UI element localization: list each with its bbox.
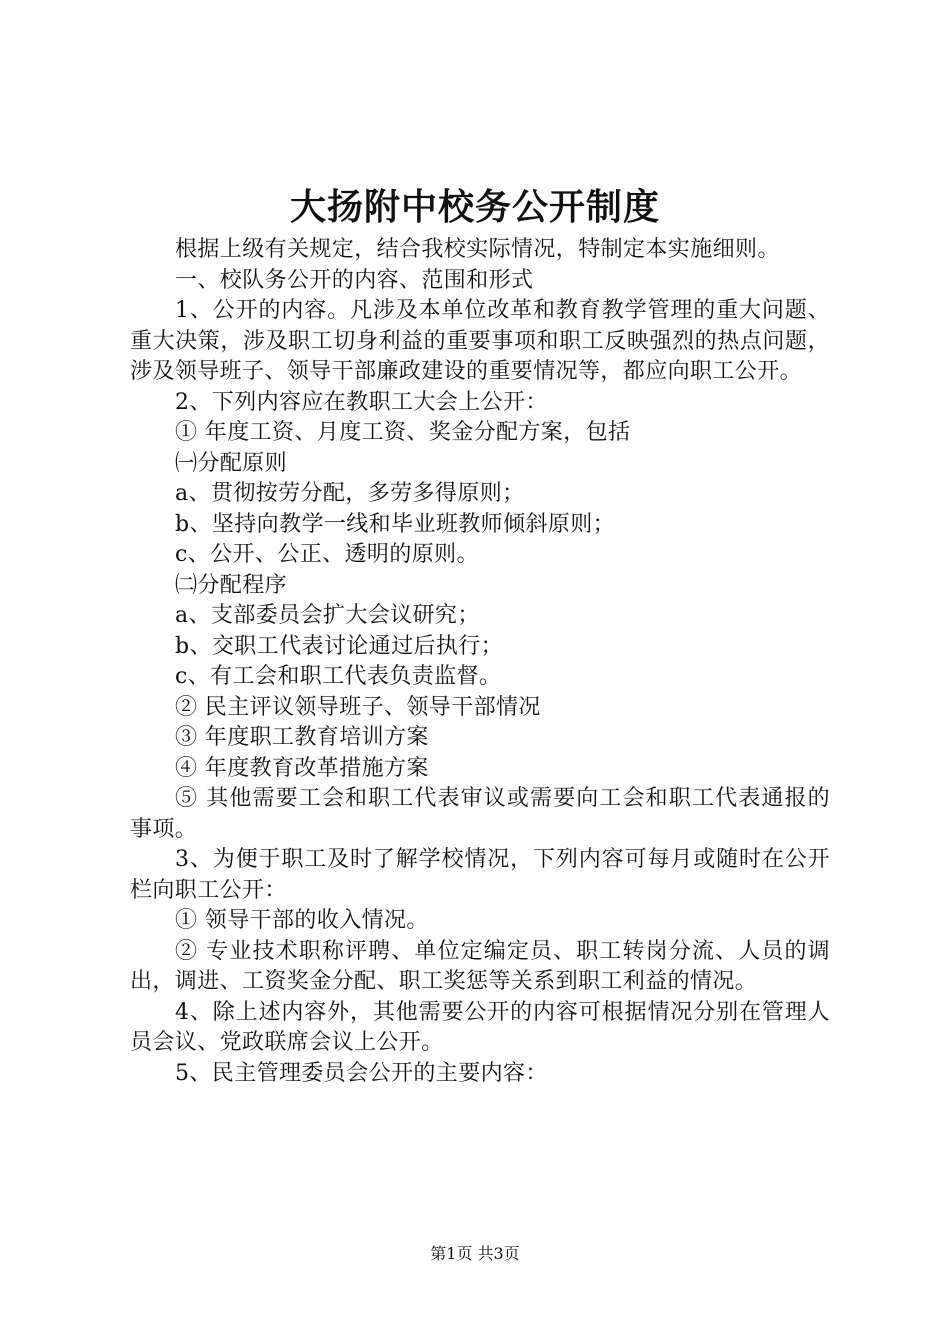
list-item: ㈡分配程序 [175,572,288,598]
list-item: a、贯彻按劳分配，多劳多得原则； [175,481,525,506]
page-footer: 第1页 共3页 [430,1244,520,1263]
document-body [130,235,830,1089]
list-item: ③ 年度职工教育培训方案 [175,725,429,750]
paragraph: 2、下列内容应在教职工大会上公开： [175,389,548,415]
list-item: ⑤ 其他需要工会和职工代表审议或需要向工会和职工代表通报的事项。 [130,786,830,842]
list-item: ④ 年度教育改革措施方案 [175,755,429,781]
paragraph: 4、除上述内容外，其他需要公开的内容可根据情况分别在管理人员会议、党政联席会议上公开。 [130,999,830,1055]
document-title: 大扬附中校务公开制度 [289,187,660,228]
paragraph: 3、为便于职工及时了解学校情况，下列内容可每月或随时在公开栏向职工公开： [130,847,830,903]
paragraph: 5、民主管理委员会公开的主要内容： [175,1060,548,1086]
list-item: ① 领导干部的收入情况。 [175,908,429,933]
list-item: ㈠分配原则 [175,450,288,476]
paragraph: 根据上级有关规定，结合我校实际情况，特制定本实施细则。 [175,237,780,262]
list-item: a、支部委员会扩大会议研究； [175,603,480,628]
list-item: ② 专业技术职称评聘、单位定编定员、职工转岗分流、人员的调出，调进、工资奖金分配、职工奖惩等关系到职工利益的情况。 [130,938,830,994]
list-item: c、公开、公正、透明的原则。 [175,542,479,567]
list-item: b、坚持向教学一线和毕业班教师倾斜原则； [175,511,616,537]
list-item: c、有工会和职工代表负责监督。 [175,664,502,689]
list-item: ② 民主评议领导班子、领导干部情况 [175,694,541,720]
paragraph: 1、公开的内容。凡涉及本单位改革和教育教学管理的重大问题、重大决策，涉及职工切身利益的重要事项和职工反映强烈的热点问题，涉及领导班子、领导干部廉政建设的重要情况等，都应向职工公开。 [130,298,830,384]
list-item: ① 年度工资、月度工资、奖金分配方案，包括 [175,420,631,445]
section-heading: 一、校队务公开的内容、范围和形式 [175,267,534,293]
list-item: b、交职工代表讨论通过后执行； [175,633,504,659]
